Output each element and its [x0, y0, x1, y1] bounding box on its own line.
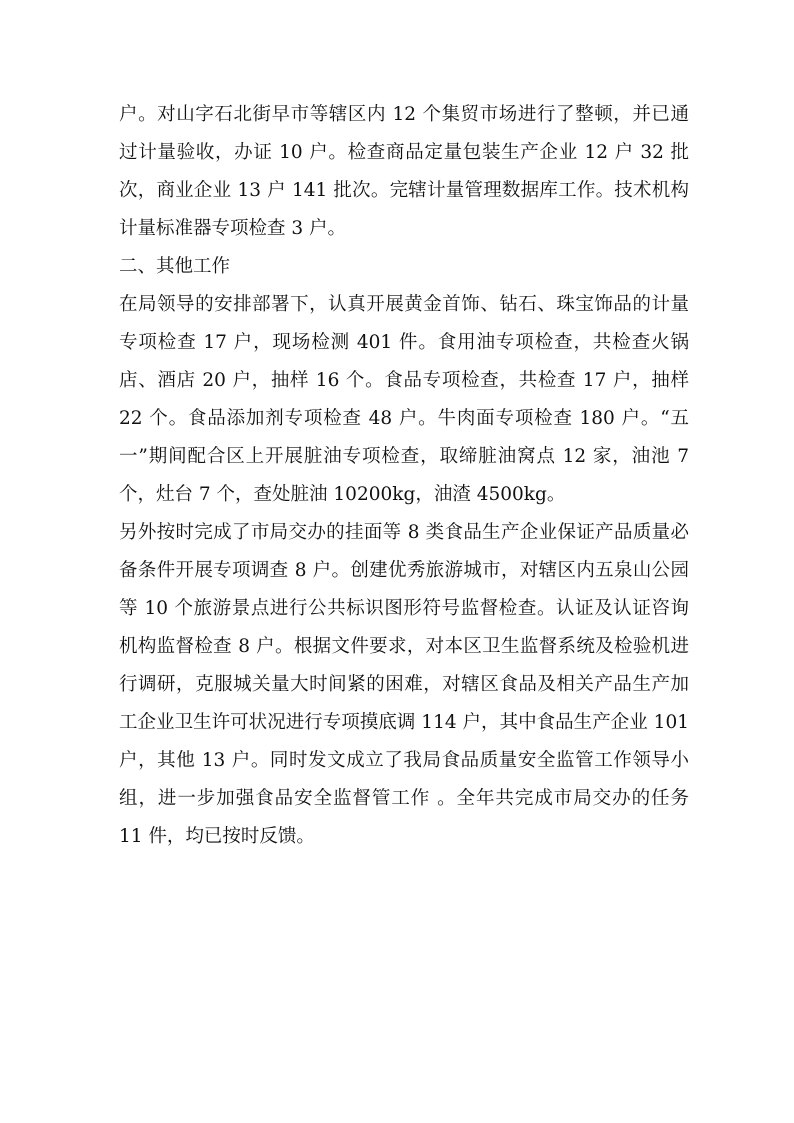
paragraph-additional-tasks: 另外按时完成了市局交办的挂面等 8 类食品生产企业保证产品质量必备条件开展专项调查 8 户。创建优秀旅游城市，对辖区内五泉山公园等 10 个旅游景点进行公共标识图形符号监督检查。认证及认证咨询机构监督检查 8 户。根据文件要求，对本区卫生监督系统及检验机进行调研，克服城关量大时间紧的困难，对辖区食品及相关产品生产加工企业卫生许可状况进行专项摸底调 114 户，其中食品生产企业 101 户，其他 13 户。同时发文成立了我局食品质量安全监管工作领导小组，进一步加强食品安全监督管工作 。全年共完成市局交办的任务 11 件，均已按时反馈。 [119, 522, 689, 847]
section-heading-other-work: 二、其他工作 [119, 256, 231, 277]
paragraph-metrology-inspection: 户。对山字石北街早市等辖区内 12 个集贸市场进行了整顿，并已通过计量验收，办证 10 户。检查商品定量包装生产企业 12 户 32 批次，商业企业 13 户 141 批次。完辖计量管理数据库工作。技术机构计量标准器专项检查 3 户。 [119, 104, 689, 239]
paragraph-special-inspections: 在局领导的安排部署下，认真开展黄金首饰、钻石、珠宝饰品的计量专项检查 17 户，现场检测 401 件。食用油专项检查，共检查火锅店、酒店 20 户，抽样 16 个。食品专项检查，共检查 17 户，抽样 22 个。食品添加剂专项检查 48 户。牛肉面专项检查 180 户。“五一”期间配合区上开展脏油专项检查，取缔脏油窝点 12 家，油池 7 个，灶台 7 个，查处脏油 10200kg，油渣 4500kg。 [119, 294, 689, 505]
document-body [119, 96, 689, 856]
